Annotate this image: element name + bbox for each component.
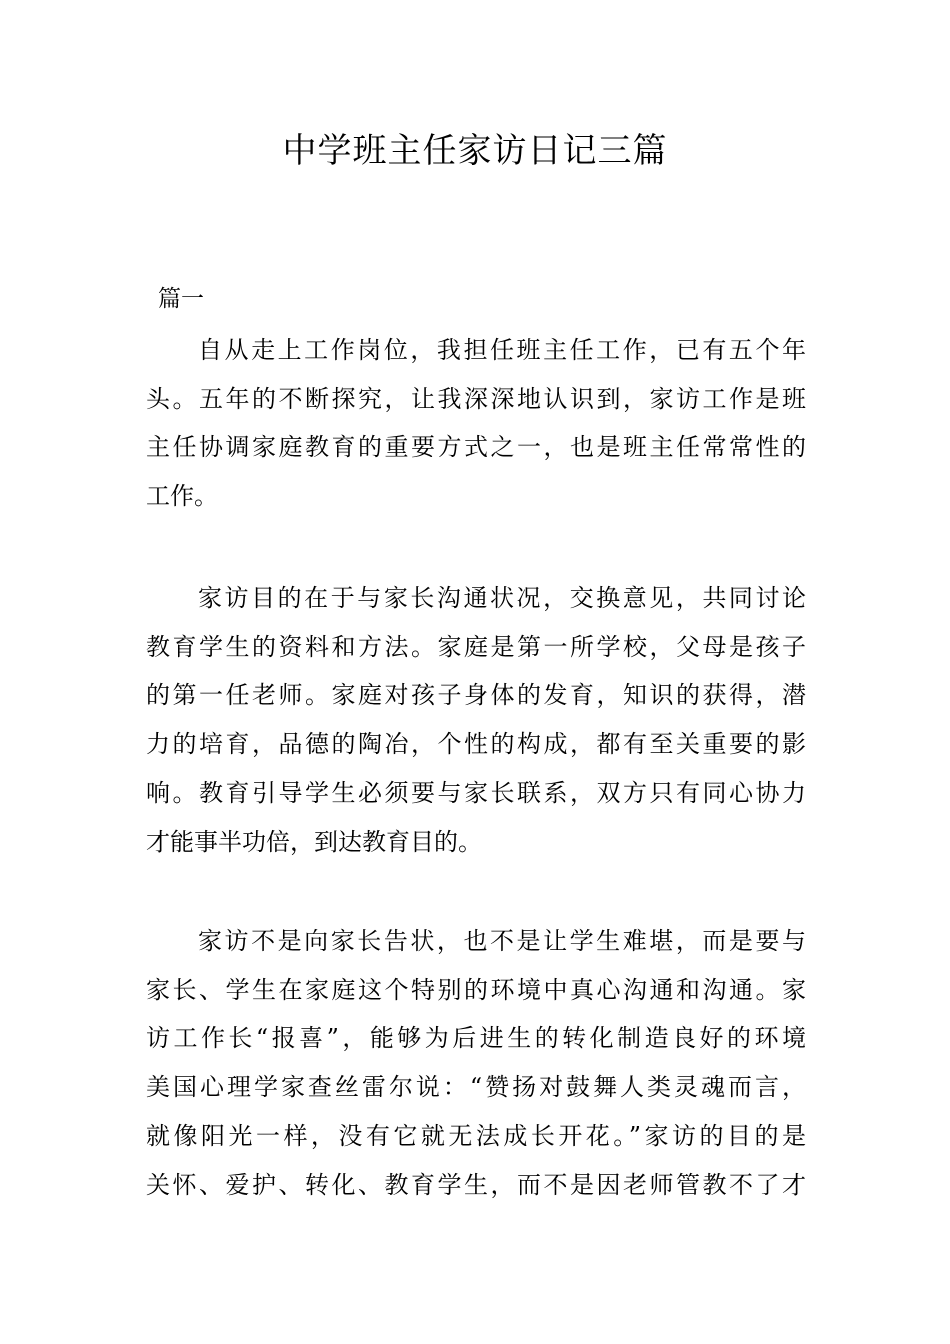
paragraph-line: 力的培育，品德的陶冶，个性的构成，都有至关重要的影 — [146, 730, 806, 759]
paragraph-line: 关怀、爱护、转化、教育学生，而不是因老师管教不了才 — [146, 1170, 806, 1199]
section-label: 篇一 — [158, 286, 204, 312]
paragraph-line: 家长、学生在家庭这个特别的环境中真心沟通和沟通。家 — [146, 975, 806, 1004]
paragraph-line: 工作。 — [146, 482, 218, 511]
paragraph-line: 就像阳光一样，没有它就无法成长开花。”家访的目的是 — [146, 1121, 806, 1150]
paragraph-2 — [146, 574, 806, 866]
paragraph-line: 主任协调家庭教育的重要方式之一，也是班主任常常性的 — [146, 433, 806, 462]
paragraph-line: 才能事半功倍，到达教育目的。 — [146, 827, 482, 856]
paragraph-line: 教育学生的资料和方法。家庭是第一所学校，父母是孩子 — [146, 632, 806, 661]
paragraph-line: 美国心理学家查丝雷尔说：“赞扬对鼓舞人类灵魂而言， — [146, 1073, 806, 1102]
paragraph-3 — [146, 917, 806, 1209]
document-title: 中学班主任家访日记三篇 — [282, 131, 668, 171]
paragraph-line: 家访不是向家长告状，也不是让学生难堪，而是要与 — [198, 927, 806, 955]
paragraph-line: 响。教育引导学生必须要与家长联系，双方只有同心协力 — [146, 778, 806, 807]
paragraph-1 — [146, 326, 806, 521]
paragraph-line: 访工作长“报喜”，能够为后进生的转化制造良好的环境 — [146, 1024, 806, 1053]
paragraph-line: 家访目的在于与家长沟通状况，交换意见，共同讨论 — [198, 584, 806, 612]
paragraph-line: 头。五年的不断探究，让我深深地认识到，家访工作是班 — [146, 384, 806, 413]
paragraph-line: 的第一任老师。家庭对孩子身体的发育，知识的获得，潜 — [146, 681, 806, 710]
paragraph-line: 自从走上工作岗位，我担任班主任工作，已有五个年 — [198, 336, 806, 364]
